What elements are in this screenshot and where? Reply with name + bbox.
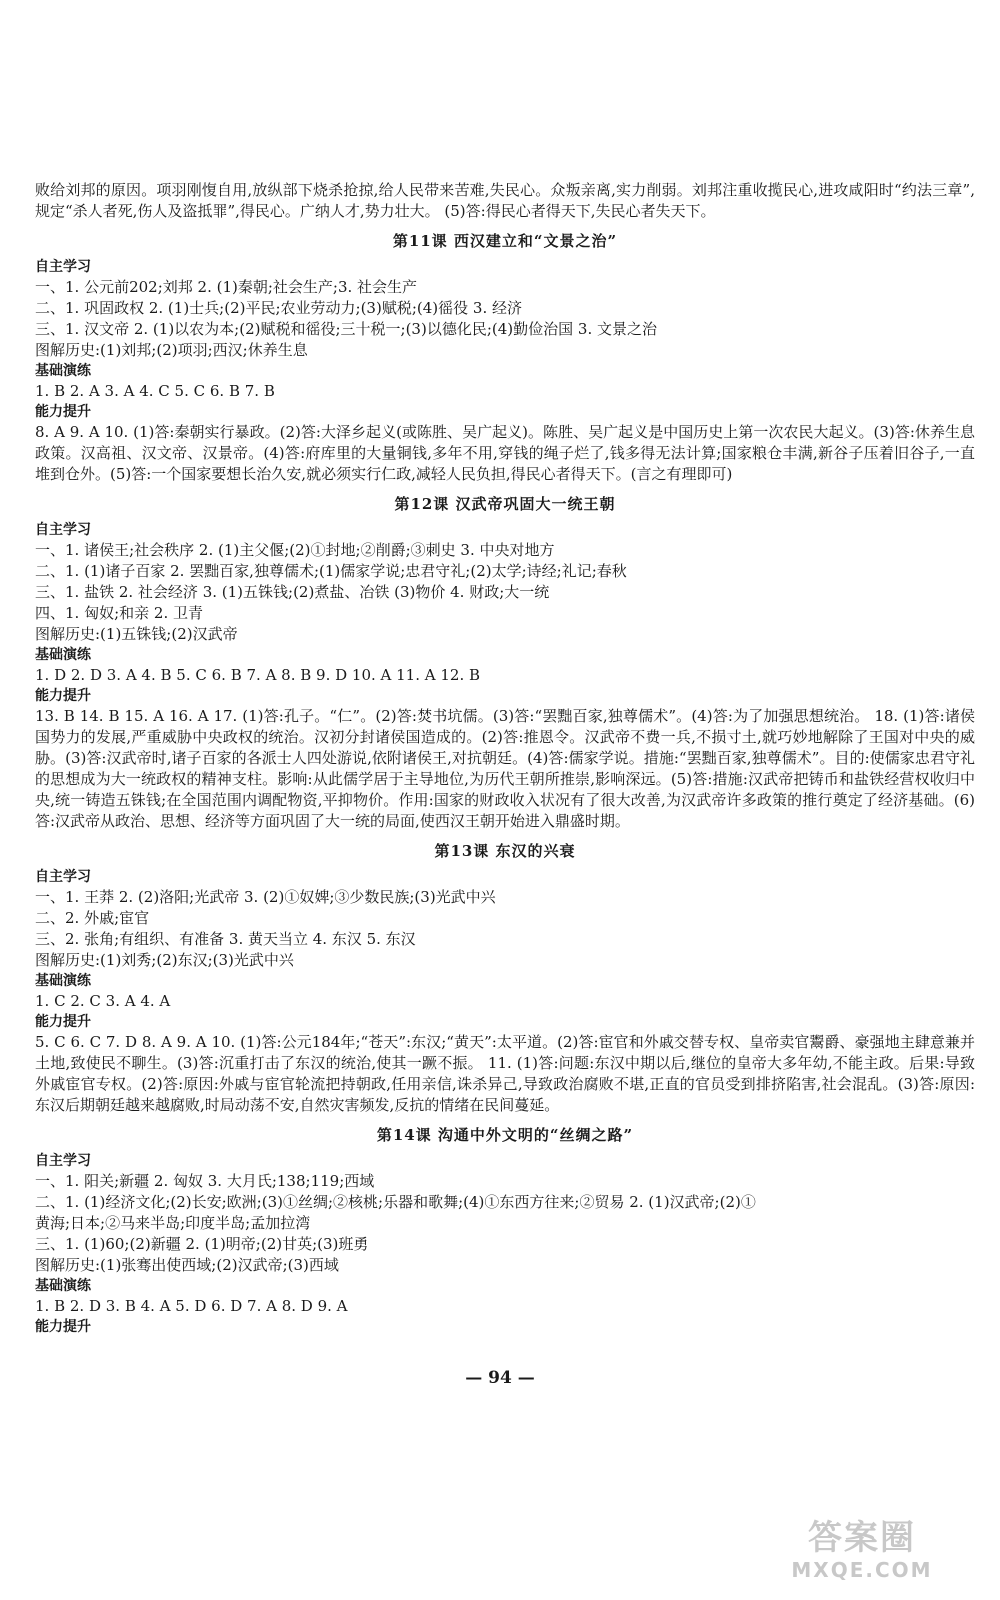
lesson-13-section xyxy=(35,840,975,1116)
lesson-13-ability-text: 5. C 6. C 7. D 8. A 9. A 10. (1)答:公元184年;“苍天”:东汉;“黄天”:太平道。(2)答:宦官和外戚交替专权、皇帝卖官鬻爵、豪强地主肆意兼并土地,致使民不聊生。(3)答:沉重打击了东汉的统治,使其一蹶不振。 11. (1)答:问题:东汉中期以后,继位的皇帝大多年幼,不能主政。后果:导致外戚宦官专权。(2)答:原因:外戚与宦官轮流把持朝政,任用亲信,诛杀异己,导致政治腐败不堪,正直的官员受到排挤陷害,社会混乱。(3)答:原因:东汉后期朝廷越来越腐败,时局动荡不安,自然灾害频发,反抗的情绪在民间蔓延。 xyxy=(35,1033,975,1114)
answer-line: 三、1. 汉文帝 2. (1)以农为本;(2)赋税和徭役;三十税一;(3)以德化民;(4)勤俭治国 3. 文景之治 xyxy=(35,320,657,338)
answer-line: 三、1. 盐铁 2. 社会经济 3. (1)五铢钱;(2)煮盐、冶铁 (3)物价 4. 财政;大一统 xyxy=(35,583,550,601)
intro-paragraph: 败给刘邦的原因。项羽刚愎自用,放纵部下烧杀抢掠,给人民带来苦难,失民心。众叛亲离,实力削弱。刘邦注重收揽民心,进攻咸阳时“约法三章”,规定“杀人者死,伤人及盗抵罪”,得民心。广纳人才,势力壮大。 (5)答:得民心者得天下,失民心者失天下。 xyxy=(35,181,975,220)
answer-line: 二、1. 巩固政权 2. (1)士兵;(2)平民;农业劳动力;(3)赋税;(4)徭役 3. 经济 xyxy=(35,299,522,317)
lesson-11-title: 第11课 西汉建立和“文景之治” xyxy=(392,232,618,250)
watermark-logo xyxy=(742,1518,982,1588)
lesson-11-section xyxy=(35,230,975,485)
lesson-14-ability-label: 能力提升 xyxy=(35,1319,91,1335)
lesson-11-self-study-label: 自主学习 xyxy=(35,259,91,275)
lesson-11-ability-text: 8. A 9. A 10. (1)答:秦朝实行暴政。(2)答:大泽乡起义(或陈胜、吴广起义)。陈胜、吴广起义是中国历史上第一次农民大起义。(3)答:休养生息政策。汉高祖、汉文帝、汉景帝。(4)答:府库里的大量铜钱,多年不用,穿钱的绳子烂了,钱多得无法计算;国家粮仓丰满,新谷子压着旧谷子,一直堆到仓外。(5)答:一个国家要想长治久安,就必须实行仁政,减轻人民负担,得民心者得天下。(言之有理即可) xyxy=(35,423,975,483)
answer-line: 图解历史:(1)刘邦;(2)项羽;西汉;休养生息 xyxy=(35,341,308,359)
lesson-12-ability-text: 13. B 14. B 15. A 16. A 17. (1)答:孔子。“仁”。(2)答:焚书坑儒。(3)答:“罢黜百家,独尊儒术”。(4)答:为了加强思想统治。 18. (1)答:诸侯国势力的发展,严重威胁中央政权的统治。汉初分封诸侯国造成的。(2)答:推恩令。汉武帝不费一兵,不损寸土,就巧妙地解除了王国对中央的威胁。(3)答:汉武帝时,诸子百家的各派士人四处游说,依附诸侯王,对抗朝廷。(4)答:儒家学说。措施:“罢黜百家,独尊儒术”。目的:使儒家忠君守礼的思想成为大一统政权的精神支柱。影响:从此儒学居于主导地位,为历代王朝所推崇,影响深远。(5)答:措施:汉武帝把铸币和盐铁经营权收归中央,统一铸造五铢钱;在全国范围内调配物资,平抑物价。作用:国家的财政收入状况有了很大改善,为汉武帝许多政策的推行奠定了经济基础。(6)答:汉武帝从政治、思想、经济等方面巩固了大一统的局面,使西汉王朝开始进入鼎盛时期。 xyxy=(35,707,975,830)
answer-line: 图解历史:(1)五铢钱;(2)汉武帝 xyxy=(35,625,238,643)
lesson-12-basic-answers: 1. D 2. D 3. A 4. B 5. C 6. B 7. A 8. B 9. D 10. A 11. A 12. B xyxy=(35,666,481,684)
answer-line: 一、1. 公元前202;刘邦 2. (1)秦朝;社会生产;3. 社会生产 xyxy=(35,278,418,296)
answer-line: 三、2. 张角;有组织、有准备 3. 黄天当立 4. 东汉 5. 东汉 xyxy=(35,930,416,948)
lesson-13-basic-answers: 1. C 2. C 3. A 4. A xyxy=(35,992,171,1010)
lesson-12-self-study-label: 自主学习 xyxy=(35,522,91,538)
lesson-14-title: 第14课 沟通中外文明的“丝绸之路” xyxy=(376,1126,634,1144)
page-number: — 94 — xyxy=(465,1368,535,1388)
answer-line: 一、1. 王莽 2. (2)洛阳;光武帝 3. (2)①奴婢;③少数民族;(3)光武中兴 xyxy=(35,888,496,906)
lesson-14-self-study-label: 自主学习 xyxy=(35,1153,91,1169)
answer-line: 黄海;日本;②马来半岛;印度半岛;孟加拉湾 xyxy=(35,1214,311,1232)
answer-line: 四、1. 匈奴;和亲 2. 卫青 xyxy=(35,604,203,622)
lesson-14-basic-label: 基础演练 xyxy=(35,1278,91,1294)
answer-page xyxy=(35,180,975,1337)
lesson-13-title: 第13课 东汉的兴衰 xyxy=(434,842,576,860)
watermark-logo-text: 答案圈 xyxy=(808,1518,916,1558)
answer-line: 图解历史:(1)刘秀;(2)东汉;(3)光武中兴 xyxy=(35,951,294,969)
lesson-13-basic-label: 基础演练 xyxy=(35,973,91,989)
watermark-url: MXQE.COM xyxy=(791,1558,933,1582)
lesson-11-basic-answers: 1. B 2. A 3. A 4. C 5. C 6. B 7. B xyxy=(35,382,275,400)
answer-line: 二、1. (1)经济文化;(2)长安;欧洲;(3)①丝绸;②核桃;乐器和歌舞;(4)①东西方往来;②贸易 2. (1)汉武帝;(2)① xyxy=(35,1193,756,1211)
answer-line: 二、1. (1)诸子百家 2. 罢黜百家,独尊儒术;(1)儒家学说;忠君守礼;(2)太学;诗经;礼记;春秋 xyxy=(35,562,627,580)
lesson-13-self-study-label: 自主学习 xyxy=(35,869,91,885)
lesson-12-basic-label: 基础演练 xyxy=(35,647,91,663)
answer-line: 图解历史:(1)张骞出使西域;(2)汉武帝;(3)西域 xyxy=(35,1256,339,1274)
lesson-13-ability-label: 能力提升 xyxy=(35,1014,91,1030)
lesson-11-basic-label: 基础演练 xyxy=(35,363,91,379)
lesson-12-ability-label: 能力提升 xyxy=(35,688,91,704)
lesson-12-section xyxy=(35,493,975,832)
lesson-12-title: 第12课 汉武帝巩固大一统王朝 xyxy=(394,495,616,513)
answer-line: 三、1. (1)60;(2)新疆 2. (1)明帝;(2)甘英;(3)班勇 xyxy=(35,1235,369,1253)
answer-line: 二、2. 外戚;宦官 xyxy=(35,909,150,927)
answer-line: 一、1. 阳关;新疆 2. 匈奴 3. 大月氏;138;119;西域 xyxy=(35,1172,375,1190)
lesson-11-ability-label: 能力提升 xyxy=(35,404,91,420)
lesson-14-section xyxy=(35,1124,975,1337)
answer-line: 一、1. 诸侯王;社会秩序 2. (1)主父偃;(2)①封地;②削爵;③刺史 3. 中央对地方 xyxy=(35,541,555,559)
lesson-14-basic-answers: 1. B 2. D 3. B 4. A 5. D 6. D 7. A 8. D 9. A xyxy=(35,1297,348,1315)
